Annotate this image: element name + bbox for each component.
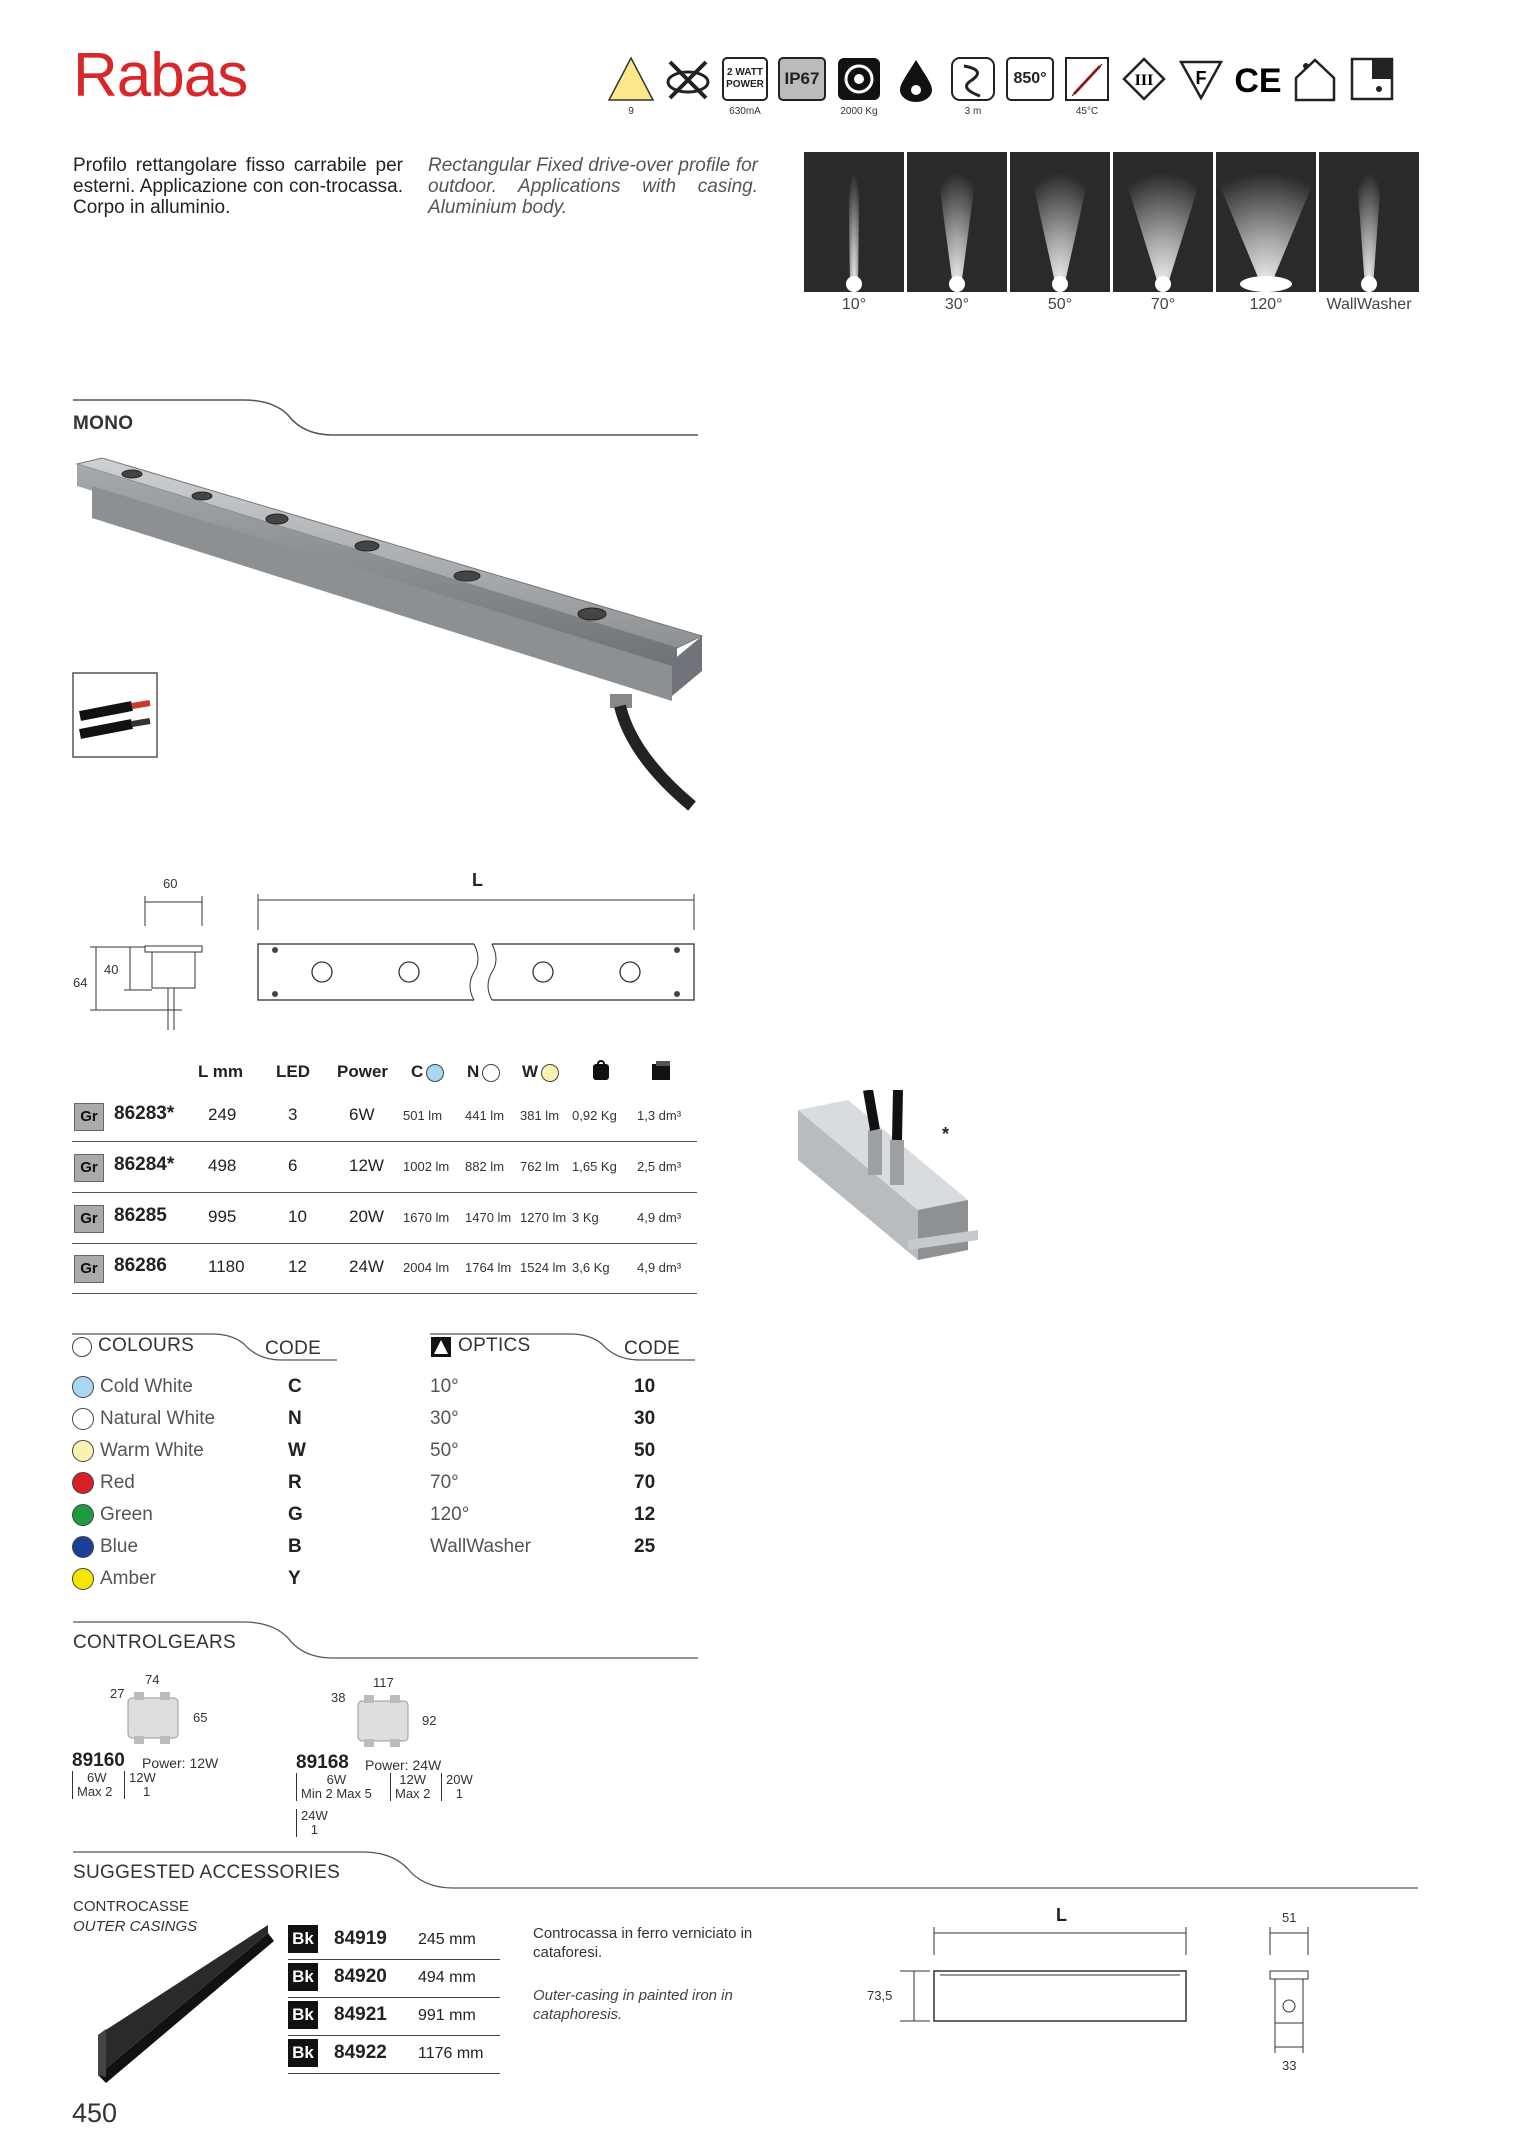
beam-label: 50° [1047, 296, 1073, 313]
gear-b-cell-3 [441, 1773, 473, 1801]
colour-swatch-icon [72, 1440, 94, 1462]
colour-swatch-icon [72, 1504, 94, 1526]
icon-caption: 9 [628, 106, 634, 117]
gear-a-width: 74 [145, 1672, 160, 1687]
gear-b-cell-4-bot: 1 [310, 1822, 318, 1837]
colour-item [72, 1440, 204, 1462]
accessories-sub-it: CONTROCASSE [73, 1898, 189, 1915]
cell-power: 6W [349, 1105, 375, 1124]
cell-power: 20W [349, 1207, 384, 1226]
optic-code: 30 [634, 1408, 656, 1429]
finish-badge: Bk [288, 2039, 318, 2067]
description-italian: Profilo rettangolare fisso carrabile per esterni. Applicazione con con-trocassa. Corpo in alluminio. [73, 155, 403, 218]
table-row [72, 1091, 697, 1142]
beam-photo-1 [907, 152, 1007, 292]
col-header-led: LED [276, 1062, 310, 1081]
icon-caption: 630mA [729, 106, 761, 117]
svg-text:CE: CE [1234, 62, 1282, 100]
weight-icon [590, 1060, 612, 1082]
asterisk-note: * [942, 1124, 950, 1144]
gear-b-cell-4-top: 24W [301, 1808, 328, 1823]
cell-w: 381 lm [520, 1108, 560, 1123]
colour-item [72, 1536, 138, 1558]
finish-badge: Gr [74, 1205, 104, 1233]
accessories-label: SUGGESTED ACCESSORIES [73, 1862, 341, 1883]
2watt-power-icon [720, 54, 770, 117]
house-icon [1290, 54, 1340, 104]
gear-a-code: 89160 [72, 1750, 125, 1771]
table-row [72, 1193, 697, 1244]
volume-icon [650, 1060, 672, 1082]
accessory-length: 245 mm [418, 1931, 476, 1948]
accessory-row [288, 2035, 500, 2074]
optic-item: 10° [430, 1376, 459, 1397]
gear-b-cell-2-bot: Max 2 [395, 1786, 431, 1801]
beam-glow [1319, 152, 1419, 292]
cell-kg: 0,92 Kg [572, 1108, 617, 1123]
cell-c: 1002 lm [403, 1159, 450, 1174]
cell-kg: 1,65 Kg [572, 1159, 617, 1174]
optic-item: 30° [430, 1408, 459, 1429]
finish-badge: Gr [74, 1154, 104, 1182]
beam-photo-4 [1216, 152, 1316, 292]
casing-dim-bottom: 33 [1282, 2058, 1297, 2073]
accessory-length: 494 mm [418, 1969, 476, 1986]
2watt-badge: 2 WATT POWER [722, 57, 768, 101]
colour-code: R [288, 1472, 302, 1493]
gear-b-cell-3-bot: 1 [455, 1786, 463, 1801]
no-cover-icon [663, 54, 713, 104]
gear-b-cell-2-top: 12W [399, 1772, 427, 1787]
page-number: 450 [72, 2098, 118, 2128]
cell-w: 762 lm [520, 1159, 560, 1174]
gear-b-cell-1 [296, 1773, 372, 1801]
accessory-code: 84920 [334, 1966, 387, 1987]
colour-item [72, 1376, 193, 1398]
gear-a-cell-1-top: 6W [87, 1770, 107, 1785]
cell-w: 1270 lm [520, 1210, 567, 1225]
description-english: Rectangular Fixed drive-over profile for outdoor. Applications with casing. Aluminium body. [428, 155, 758, 218]
850-badge: 850° [1006, 57, 1054, 101]
cell-kg: 3 Kg [572, 1210, 599, 1225]
controlgear-a-image [120, 1690, 190, 1745]
optic-item: 70° [430, 1472, 459, 1493]
colour-swatch-icon [72, 1536, 94, 1558]
optic-code: 25 [634, 1536, 656, 1557]
beam-photo-5 [1319, 152, 1419, 292]
colour-name: Green [100, 1504, 153, 1526]
beam-label: 70° [1150, 296, 1176, 313]
cell-code: 86284* [114, 1154, 175, 1175]
accessory-row [288, 1959, 500, 1998]
dimension-height-inner: 40 [104, 962, 119, 977]
col-header-natural [467, 1062, 506, 1082]
gear-b-height: 92 [422, 1713, 437, 1728]
optic-code: 50 [634, 1440, 656, 1461]
finish-badge: Gr [74, 1255, 104, 1283]
accessory-row [288, 1997, 500, 2036]
colour-item [72, 1472, 135, 1494]
cable-exit-image [798, 1090, 978, 1270]
gear-b-cell-2 [390, 1773, 430, 1801]
cell-vol: 1,3 dm³ [637, 1108, 682, 1123]
gear-b-cell-1-top: 6W [326, 1772, 347, 1787]
colours-code-label: CODE [265, 1338, 322, 1359]
optic-item: 50° [430, 1440, 459, 1461]
optics-header-line [430, 1330, 695, 1365]
cell-power: 12W [349, 1156, 384, 1175]
colour-code: W [288, 1440, 306, 1461]
beam-glow [804, 152, 904, 292]
cell-led: 10 [288, 1207, 307, 1226]
section-label-mono: MONO [73, 413, 134, 434]
warning-triangle-icon [606, 54, 656, 117]
accessories-sub-en: OUTER CASINGS [73, 1918, 198, 1935]
cell-c: 1670 lm [403, 1210, 450, 1225]
gear-b-power: Power: 24W [365, 1757, 442, 1773]
warm-white-dot-icon [541, 1064, 559, 1082]
cell-code: 86285 [114, 1205, 167, 1226]
controlgears-header-line [73, 1618, 698, 1663]
gear-b-cell-1-bot: Min 2 Max 5 [301, 1786, 372, 1801]
col-header-natural-label: N [467, 1062, 480, 1081]
gear-b-cell-4 [296, 1809, 328, 1837]
dimension-height-total: 64 [73, 975, 88, 990]
beam-glow [907, 152, 1007, 292]
certification-icons [606, 54, 1397, 117]
casing-dim-height: 73,5 [867, 1988, 893, 2003]
accessories-header-line [73, 1848, 1418, 1893]
cable-thumbnail [72, 672, 158, 758]
optic-item: WallWasher [430, 1536, 531, 1557]
accessory-desc-it: Controcassa in ferro verniciato in cataforesi. [533, 1925, 753, 1961]
svg-text:III: III [1134, 72, 1154, 89]
natural-white-dot-icon [482, 1064, 500, 1082]
cell-led: 12 [288, 1257, 307, 1276]
ip67-badge: IP67 [778, 57, 826, 101]
beam-photo-3 [1113, 152, 1213, 292]
colour-swatch-icon [72, 1408, 94, 1430]
accessory-length: 991 mm [418, 2007, 476, 2024]
gear-a-cell-2 [124, 1771, 156, 1799]
accessory-code: 84922 [334, 2042, 387, 2063]
col-header-warm-label: W [522, 1062, 539, 1081]
finish-badge: Bk [288, 1963, 318, 1991]
gear-a-cell-2-bot: 1 [143, 1784, 151, 1799]
col-header-warm [522, 1062, 565, 1082]
controlgear-b-image [350, 1693, 420, 1748]
cell-vol: 4,9 dm³ [637, 1260, 682, 1275]
cell-c: 501 lm [403, 1108, 443, 1123]
cell-l: 1180 [208, 1257, 245, 1276]
finish-badge: Bk [288, 1925, 318, 1953]
svg-text:F: F [1195, 68, 1207, 88]
beam-label: 10° [841, 296, 867, 313]
product-image [72, 456, 712, 826]
casing-dim-width: 51 [1282, 1910, 1297, 1925]
cable-icon [948, 54, 998, 117]
page-title: Rabas [73, 41, 248, 110]
colours-label: COLOURS [98, 1335, 195, 1356]
wall-icon [1347, 54, 1397, 104]
colour-name: Natural White [100, 1408, 216, 1430]
finish-badge: Gr [74, 1103, 104, 1131]
cold-white-dot-icon [426, 1064, 444, 1082]
beam-glow [1010, 152, 1110, 292]
icon-caption: 2000 Kg [840, 106, 878, 117]
accessory-code: 84921 [334, 2004, 387, 2025]
icon-caption: 3 m [964, 106, 982, 117]
dimension-length: L [472, 870, 483, 890]
cell-l: 249 [208, 1105, 237, 1124]
beam-label: WallWasher [1326, 296, 1412, 313]
optic-code: 70 [634, 1472, 656, 1493]
cell-led: 3 [288, 1105, 298, 1124]
dimension-width: 60 [163, 876, 178, 891]
850-icon [1005, 54, 1055, 104]
cell-c: 2004 lm [403, 1260, 450, 1275]
colour-item [72, 1504, 153, 1526]
cell-n: 1470 lm [465, 1210, 512, 1225]
gear-b-code: 89168 [296, 1752, 349, 1773]
colour-swatch-icon [72, 1472, 94, 1494]
colour-code: Y [288, 1568, 301, 1589]
cell-n: 1764 lm [465, 1260, 512, 1275]
cell-kg: 3,6 Kg [572, 1260, 610, 1275]
outer-casing-drawing [890, 1905, 1310, 2075]
colour-name: Red [100, 1472, 135, 1494]
cell-vol: 4,9 dm³ [637, 1210, 682, 1225]
colour-name: Cold White [100, 1376, 193, 1398]
ip67-icon [777, 54, 827, 104]
optics-code-label: CODE [624, 1338, 681, 1359]
gear-a-cell-2-top: 12W [129, 1770, 156, 1785]
colour-code: G [288, 1504, 303, 1525]
optic-item: 120° [430, 1504, 470, 1525]
accessory-length: 1176 mm [418, 2045, 484, 2062]
beam-glow [1216, 152, 1316, 292]
outer-casing-image [88, 1925, 278, 2085]
col-header-length: L mm [198, 1062, 244, 1081]
accessory-row [288, 1921, 500, 1960]
water-drop-icon [891, 54, 941, 104]
class-iii-icon [1119, 54, 1169, 104]
cell-vol: 2,5 dm³ [637, 1159, 682, 1174]
dimension-drawing [72, 870, 712, 1040]
drive-over-icon [834, 54, 884, 117]
gear-a-height: 65 [193, 1710, 208, 1725]
gear-b-width: 117 [373, 1675, 394, 1690]
section-header-line [73, 395, 698, 440]
table-row [72, 1142, 697, 1193]
finish-badge: Bk [288, 2001, 318, 2029]
colour-item [72, 1408, 215, 1430]
ce-icon [1233, 54, 1283, 104]
temperature-icon [1062, 54, 1112, 117]
cell-w: 1524 lm [520, 1260, 567, 1275]
colour-code: B [288, 1536, 302, 1557]
gear-b-depth: 38 [331, 1690, 346, 1705]
beam-glow [1113, 152, 1213, 292]
colour-swatch-icon [72, 1568, 94, 1590]
cell-n: 882 lm [465, 1159, 505, 1174]
f-mark-icon [1176, 54, 1226, 104]
gear-a-cell-1-bot: Max 2 [77, 1784, 113, 1799]
colour-swatch-icon [72, 1376, 94, 1398]
optics-label: OPTICS [458, 1335, 531, 1356]
controlgears-label: CONTROLGEARS [73, 1632, 237, 1653]
cell-code: 86283* [114, 1103, 175, 1124]
colour-name: Warm White [100, 1440, 204, 1462]
beam-photo-2 [1010, 152, 1110, 292]
cell-power: 24W [349, 1257, 384, 1276]
colour-code: N [288, 1408, 302, 1429]
col-header-power: Power [337, 1062, 389, 1081]
beam-photo-0 [804, 152, 904, 292]
cell-l: 498 [208, 1156, 237, 1175]
accessory-code: 84919 [334, 1928, 387, 1949]
optic-code: 12 [634, 1504, 656, 1525]
beam-angle-photos [804, 152, 1419, 292]
cell-led: 6 [288, 1156, 298, 1175]
cell-n: 441 lm [465, 1108, 505, 1123]
col-header-cold [411, 1062, 450, 1082]
colour-name: Amber [100, 1568, 156, 1590]
col-header-cold-label: C [411, 1062, 424, 1081]
colour-item [72, 1568, 156, 1590]
colours-header-line [72, 1330, 337, 1365]
icon-caption: 45°C [1075, 106, 1099, 117]
accessory-desc-en: Outer-casing in painted iron in cataphoresis. [533, 1987, 733, 2023]
casing-dim-length: L [1056, 1905, 1067, 1925]
gear-a-depth: 27 [110, 1686, 125, 1701]
optic-code: 10 [634, 1376, 656, 1397]
table-row [72, 1243, 697, 1294]
gear-a-cell-1 [72, 1771, 112, 1799]
colour-name: Blue [100, 1536, 139, 1558]
cell-code: 86286 [114, 1255, 167, 1276]
colour-code: C [288, 1376, 302, 1397]
cell-l: 995 [208, 1207, 237, 1226]
gear-a-power: Power: 12W [142, 1755, 219, 1771]
beam-label: 30° [944, 296, 970, 313]
gear-b-cell-3-top: 20W [446, 1772, 473, 1787]
beam-label: 120° [1249, 296, 1283, 313]
